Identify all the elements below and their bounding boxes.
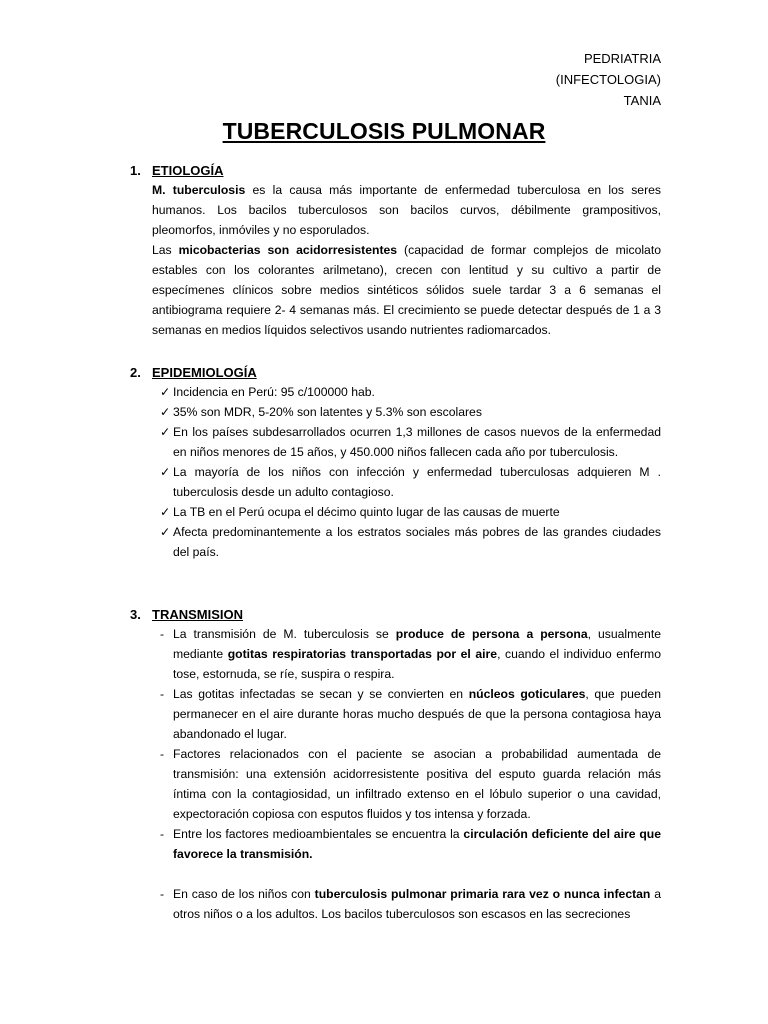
list-item — [130, 502, 661, 522]
list-item — [130, 884, 661, 924]
section-number: 2. — [130, 364, 141, 380]
list-item — [130, 522, 661, 562]
section-etiologia — [130, 160, 661, 340]
bold-text: núcleos goticulares — [468, 687, 586, 701]
section-title: ETIOLOGÍA — [152, 162, 224, 178]
bold-text: micobacterias son acidorresistentes — [178, 243, 398, 257]
bold-text: circulación deficiente del aire que favorece la transmisión. — [173, 827, 661, 861]
dash-bullet: - — [160, 887, 165, 901]
list-item — [130, 744, 661, 824]
paragraph — [152, 180, 661, 240]
dash-list — [130, 624, 661, 924]
text: La transmisión de M. tuberculosis se — [173, 627, 396, 641]
list-item-text: La mayoría de los niños con infección y enfermedad tuberculosas adquieren M . tuberculosis desde un adulto contagioso. — [173, 465, 661, 499]
checkmark-icon: ✓ — [160, 525, 171, 539]
text: Las gotitas infectadas se secan y se convierten en — [173, 687, 469, 701]
checkmark-icon: ✓ — [160, 465, 171, 479]
list-item-text: Afecta predominantemente a los estratos sociales más pobres de las grandes ciudades del país. — [173, 525, 661, 559]
section-title: TRANSMISION — [152, 606, 243, 622]
section-heading — [130, 604, 661, 624]
text: , usualmente mediante — [173, 627, 662, 661]
list-item — [130, 824, 661, 864]
text: , cuando el individuo enfermo tose, estornuda, se ríe, suspira o respira. — [173, 647, 661, 681]
text: es la causa más importante de enfermedad tuberculosa en los seres humanos. Los bacilos tuberculosos son bacilos curvos, débilmente grampositivos, pleomorfos, inmóviles y no esporulados. — [152, 183, 661, 237]
list-item-text: 35% son MDR, 5-20% son latentes y 5.3% son escolares — [173, 405, 482, 419]
author-header — [556, 48, 661, 111]
header-line-1: PEDRIATRIA — [583, 51, 661, 66]
section-title: EPIDEMIOLOGÍA — [152, 364, 257, 380]
list-item-text — [173, 824, 661, 864]
bold-text: gotitas respiratorias transportadas por el aire — [227, 647, 498, 661]
dash-bullet: - — [160, 687, 165, 701]
document-title: TUBERCULOSIS PULMONAR — [222, 118, 546, 144]
checkmark-icon: ✓ — [160, 405, 171, 419]
list-item — [130, 382, 661, 402]
section-heading — [130, 362, 661, 382]
dash-bullet: - — [160, 627, 165, 641]
header-line-2: (INFECTOLOGIA) — [555, 72, 661, 87]
bold-text: tuberculosis pulmonar primaria rara vez o nunca infectan — [314, 887, 651, 901]
list-item — [130, 624, 661, 684]
list-item-text: La TB en el Perú ocupa el décimo quinto lugar de las causas de muerte — [173, 505, 560, 519]
list-item — [130, 462, 661, 502]
dash-bullet: - — [160, 747, 165, 761]
list-item-text — [173, 624, 661, 684]
text: En caso de los niños con — [173, 887, 315, 901]
list-item-text: Incidencia en Perú: 95 c/100000 hab. — [173, 385, 375, 399]
list-item-text — [173, 684, 661, 744]
checkmark-icon: ✓ — [160, 505, 171, 519]
list-item-text: Factores relacionados con el paciente se asocian a probabilidad aumentada de transmisión: una extensión acidorresistente positiva del esputo guarda relación más íntima con la contagiosidad, un infiltrado extenso en el lóbulo superior o una cavidad, expectoración copiosa con esputos fluidos y tos intensa y forzada. — [173, 747, 661, 821]
paragraph — [152, 240, 661, 340]
checkmark-icon: ✓ — [160, 385, 171, 399]
list-item — [130, 684, 661, 744]
text: Las — [152, 243, 179, 257]
bold-text: produce de persona a persona — [395, 627, 588, 641]
section-number: 3. — [130, 606, 141, 622]
section-heading — [130, 160, 661, 180]
list-item — [130, 402, 661, 422]
dash-bullet: - — [160, 827, 165, 841]
list-item-text: En los países subdesarrollados ocurren 1,3 millones de casos nuevos de la enfermedad en niños menores de 15 años, y 450.000 niños fallecen cada año por tuberculosis. — [173, 425, 661, 459]
text: (capacidad de formar complejos de micolato estables con los colorantes arilmetano), crecen con lentitud y su cultivo a partir de especímenes clínicos sobre medios sintéticos sólidos suele tardar 3 a 6 semanas el antibiograma requiere 2- 4 semanas más. El crecimiento se puede detectar después de 1 a 3 semanas en medios líquidos selectivos usando nutrientes radiomarcados. — [152, 243, 662, 337]
text: Entre los factores medioambientales se encuentra la — [173, 827, 464, 841]
header-line-3: TANIA — [623, 93, 661, 108]
section-transmision — [130, 604, 661, 924]
checklist — [130, 382, 661, 562]
section-epidemiologia — [130, 362, 661, 562]
section-number: 1. — [130, 162, 141, 178]
checkmark-icon: ✓ — [160, 425, 171, 439]
text: , que pueden permanecer en el aire durante horas mucho después de que la persona contagiosa haya abandonado el lugar. — [173, 687, 661, 741]
list-item-text — [173, 884, 661, 924]
bold-text: M. tuberculosis — [152, 183, 246, 197]
list-item — [130, 422, 661, 462]
text: a otros niños o a los adultos. Los bacilos tuberculosos son escasos en las secreciones — [173, 887, 661, 921]
